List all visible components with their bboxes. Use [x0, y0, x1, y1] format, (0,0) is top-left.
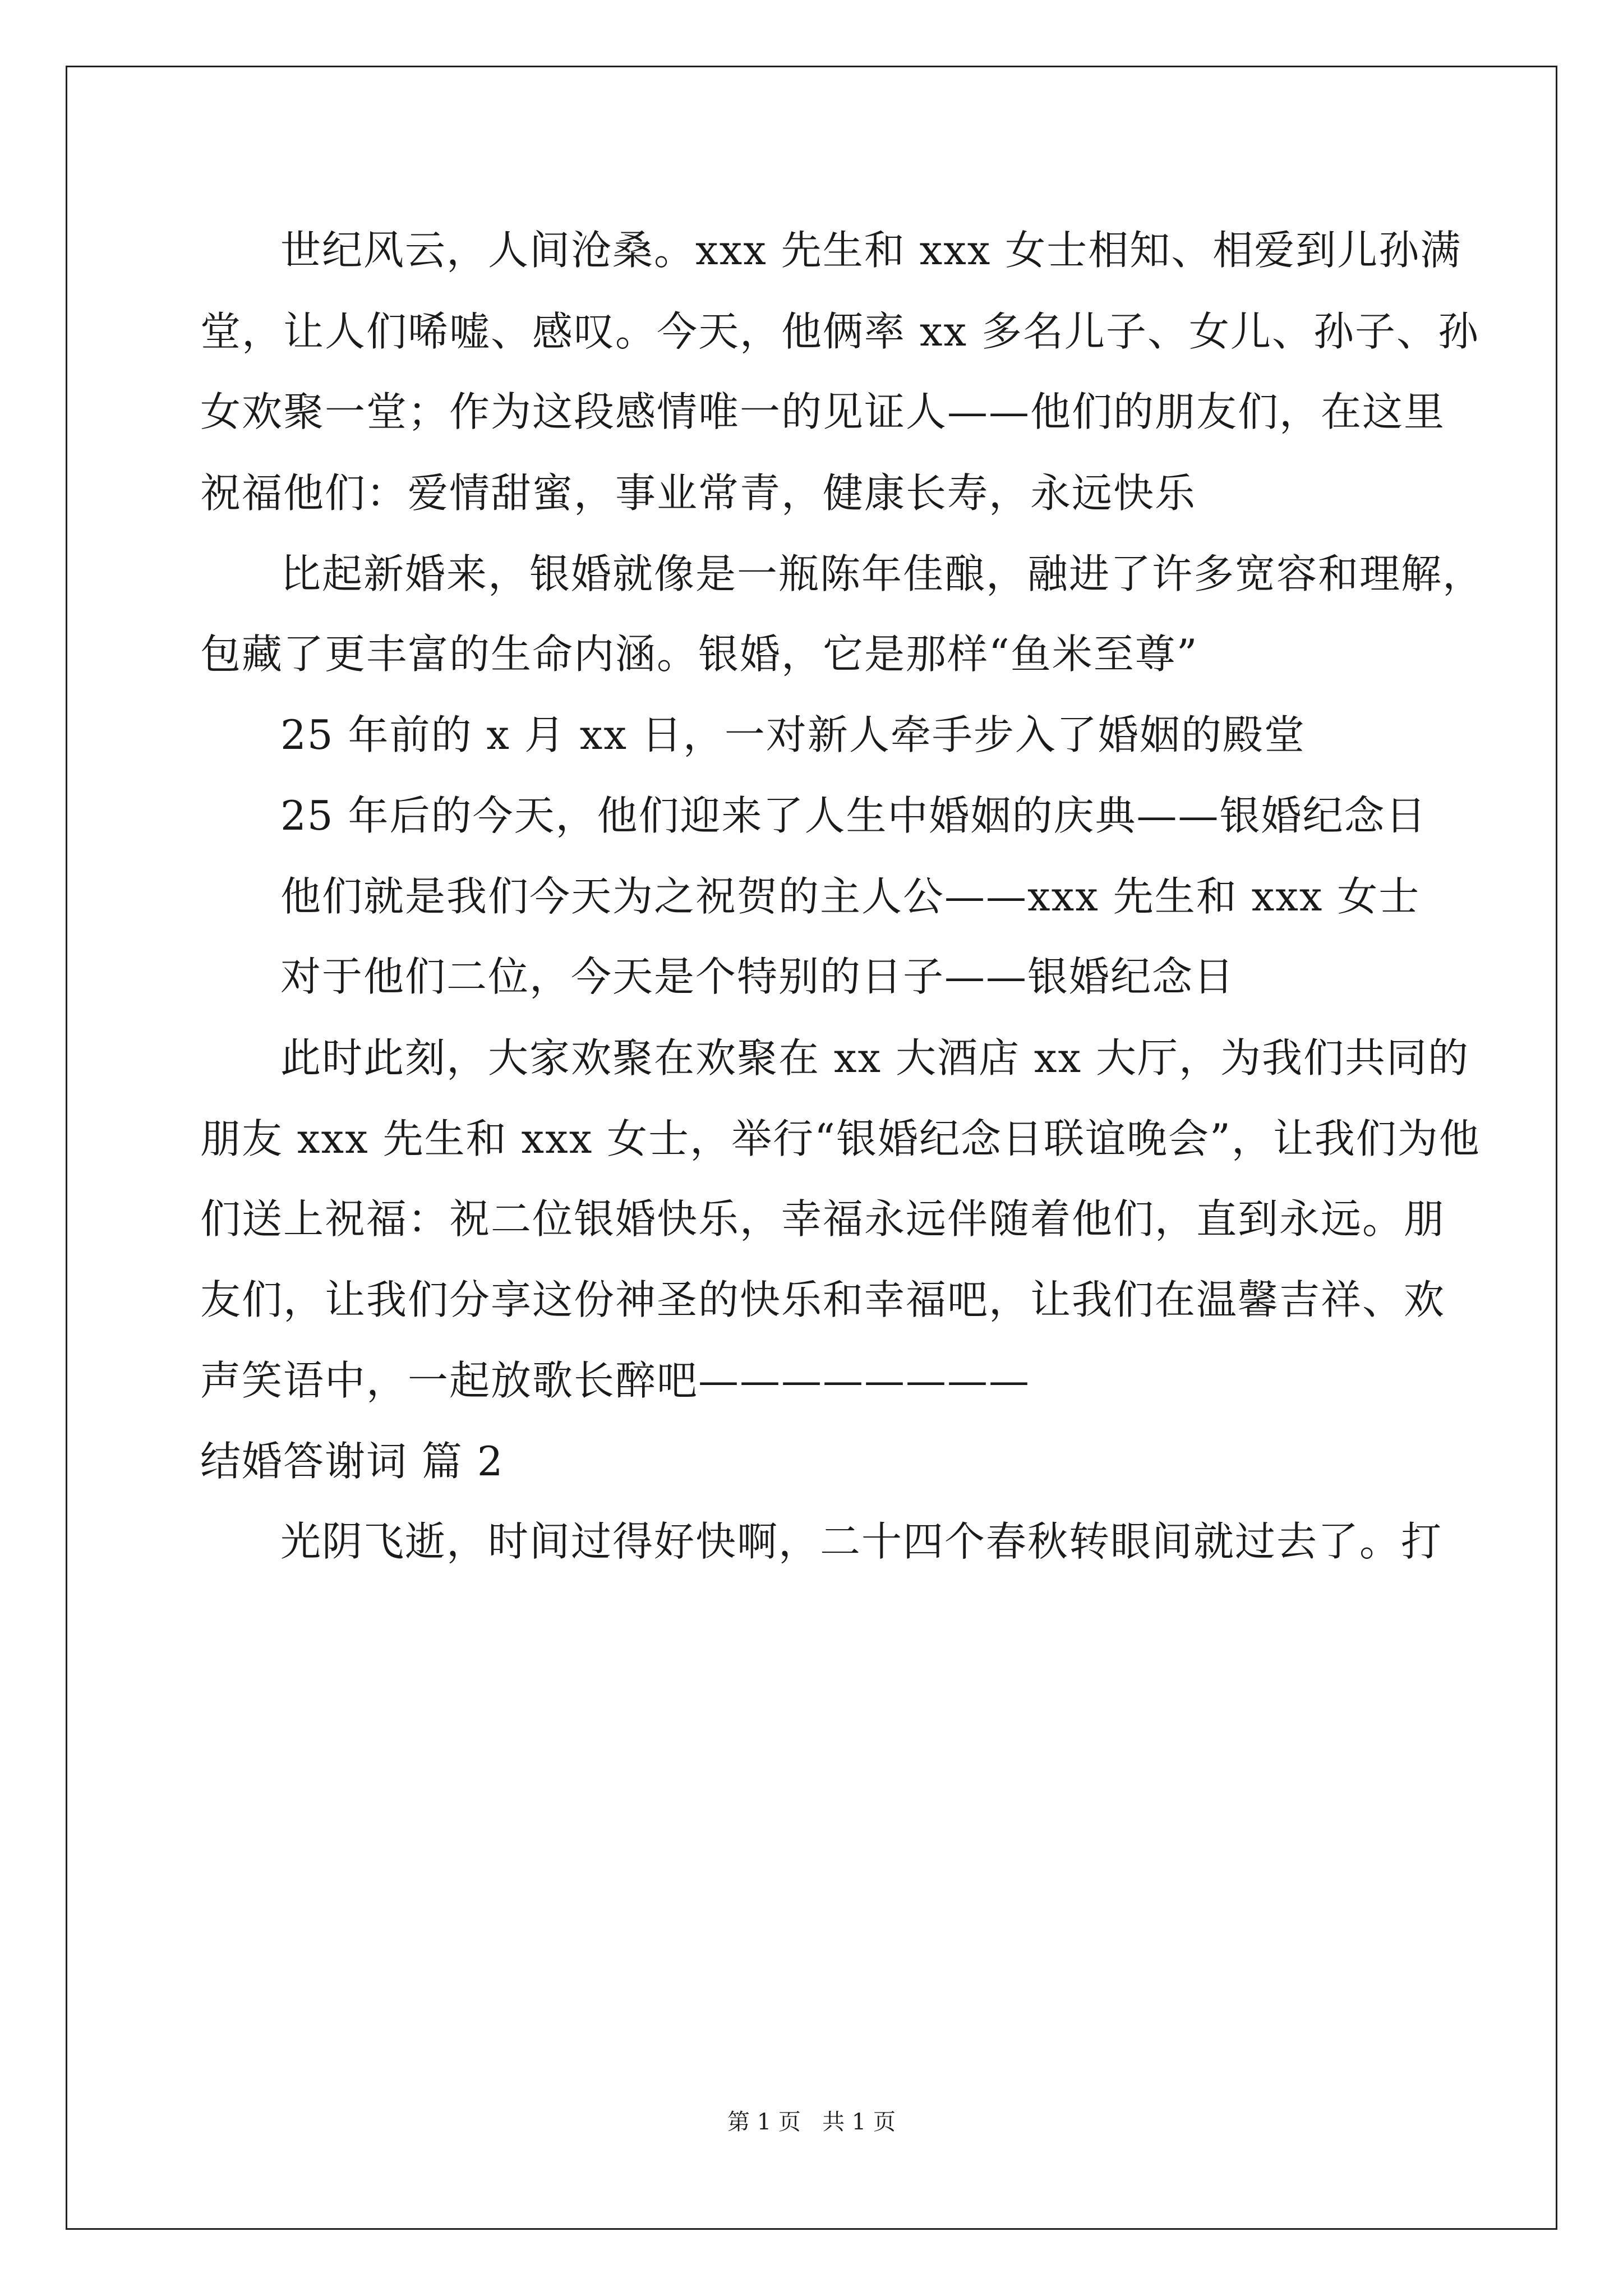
paragraph-line: 此时此刻，大家欢聚在欢聚在 xx 大酒店 xx 大厅，为我们共同的: [280, 1034, 1469, 1082]
paragraph-line: 25 年后的今天，他们迎来了人生中婚姻的庆典——银婚纪念日: [280, 792, 1427, 839]
paragraph-line: 女欢聚一堂；作为这段感情唯一的见证人——他们的朋友们，在这里: [200, 388, 1446, 435]
paragraph-line: 比起新婚来，银婚就像是一瓶陈年佳酿，融进了许多宽容和理解，: [280, 550, 1484, 597]
paragraph-line: 他们就是我们今天为之祝贺的主人公——xxx 先生和 xxx 女士: [280, 873, 1421, 920]
paragraph-line: 光阴飞逝，时间过得好快啊，二十四个春秋转眼间就过去了。打: [280, 1518, 1443, 1565]
paragraph-line: 堂，让人们唏嘘、感叹。今天，他俩率 xx 多名儿子、女儿、孙子、孙: [200, 308, 1479, 355]
paragraph-line: 包藏了更丰富的生命内涵。银婚，它是那样“鱼米至尊”: [200, 631, 1198, 678]
paragraph-line: 朋友 xxx 先生和 xxx 女士，举行“银婚纪念日联谊晚会”，让我们为他: [200, 1115, 1481, 1162]
paragraph-line: 友们，让我们分享这份神圣的快乐和幸福吧，让我们在温馨吉祥、欢: [200, 1276, 1446, 1323]
page-footer: 第 1 页 共 1 页: [727, 2109, 896, 2135]
paragraph-line: 们送上祝福：祝二位银婚快乐，幸福永远伴随着他们，直到永远。朋: [200, 1195, 1446, 1243]
section-heading: 结婚答谢词 篇 2: [200, 1438, 504, 1485]
paragraph-line: 25 年前的 x 月 xx 日，一对新人牵手步入了婚姻的殿堂: [280, 711, 1306, 758]
paragraph-line: 祝福他们：爱情甜蜜，事业常青，健康长寿，永远快乐: [200, 470, 1197, 517]
paragraph-line: 对于他们二位，今天是个特别的日子——银婚纪念日: [280, 953, 1235, 1000]
paragraph-line: 声笑语中，一起放歌长醉吧————————: [200, 1357, 1031, 1404]
paragraph-line: 世纪风云，人间沧桑。xxx 先生和 xxx 女士相知、相爱到儿孙满: [280, 227, 1462, 274]
